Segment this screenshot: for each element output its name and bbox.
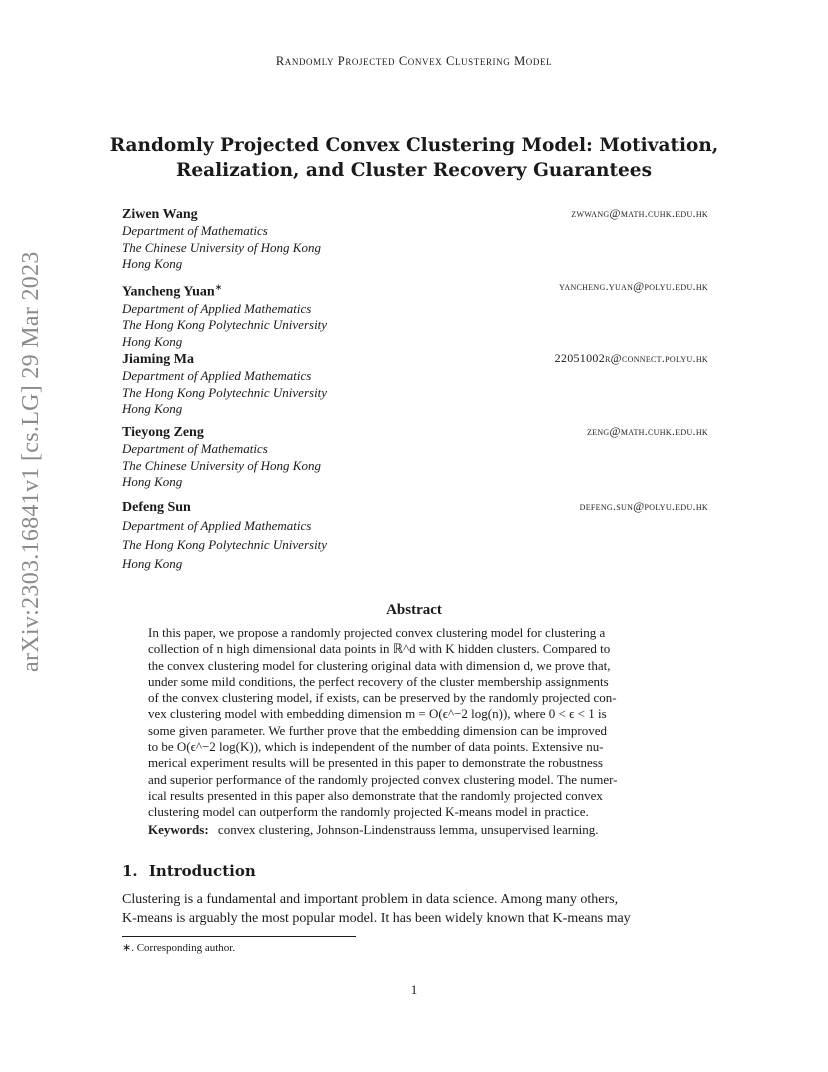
author-email: 22051002r@connect.polyu.hk [554,351,708,365]
author-department: Department of Applied Mathematics [122,368,312,383]
section-number: 1. [122,862,138,880]
author-email: zwwang@math.cuhk.edu.hk [571,206,708,220]
abstract-body [148,625,680,821]
author-university: The Hong Kong Polytechnic University [122,537,328,552]
abstract-line: merical experiment results will be presented in this paper to demonstrate the robustness [148,755,603,771]
author-location: Hong Kong [122,474,183,489]
author-location: Hong Kong [122,333,183,349]
author-block-3 [122,351,708,418]
author-name-text: Yancheng Yuan [122,284,215,300]
author-university: The Hong Kong Polytechnic University [122,384,328,400]
title-line-2: Realization, and Cluster Recovery Guarantees [176,160,652,181]
abstract-heading: Abstract [386,602,442,618]
abstract-line: and superior performance of the randomly projected convex clustering model. The numer- [148,771,618,787]
author-block-5 [122,499,708,573]
abstract-line: vex clustering model with embedding dimension m = O(ϵ^−2 log(n)), where 0 < ϵ < 1 is [148,706,607,722]
abstract-line: collection of n high dimensional data points in ℝ^d with K hidden clusters. Compared to [148,641,611,657]
page-number: 1 [410,982,418,997]
running-head: Randomly Projected Convex Clustering Model [275,54,553,68]
footnote-rule [122,936,356,937]
abstract-line: ical results presented in this paper also demonstrate that the randomly projected convex [148,787,603,803]
author-name: Tieyong Zeng [122,425,204,440]
author-location: Hong Kong [122,401,183,416]
keywords-line [148,822,680,838]
intro-paragraph [122,891,708,928]
abstract-line: the convex clustering model for clustering original data with dimension d, we prove that, [148,657,611,673]
abstract-line: of the convex clustering model, if exists, can be preserved by the randomly projected con- [148,690,617,706]
author-block-2 [122,279,708,350]
author-location: Hong Kong [122,556,183,571]
abstract-line: under some mild conditions, the perfect recovery of the cluster membership assignments [148,673,609,689]
author-block-4 [122,424,708,491]
intro-line: Clustering is a fundamental and important problem in data science. Among many others, [122,892,619,907]
paper-title [100,133,728,183]
author-email: defeng.sun@polyu.edu.hk [579,499,708,513]
author-email: yancheng.yuan@polyu.edu.hk [559,279,708,293]
abstract-line: In this paper, we propose a randomly projected convex clustering model for clustering a [148,625,606,640]
author-department: Department of Applied Mathematics [122,518,312,533]
section-heading [122,862,256,880]
author-university: The Chinese University of Hong Kong [122,457,321,473]
author-university: The Hong Kong Polytechnic University [122,317,328,333]
keywords-list: convex clustering, Johnson-Lindenstrauss lemma, unsupervised learning. [217,822,599,837]
author-department: Department of Applied Mathematics [122,300,312,316]
section-title: Introduction [148,862,256,880]
author-location: Hong Kong [122,256,183,271]
author-name: Jiaming Ma [122,352,194,367]
author-department: Department of Mathematics [122,223,268,238]
corresponding-mark: ∗ [214,282,223,292]
footnote: ∗. Corresponding author. [122,942,236,954]
abstract-line: to be O(ϵ^−2 log(K)), which is independent of the number of data points. Extensive nu- [148,739,604,755]
author-university: The Chinese University of Hong Kong [122,239,321,255]
arxiv-stamp: arXiv:2303.16841v1 [cs.LG] 29 Mar 2023 [18,251,44,672]
title-line-1: Randomly Projected Convex Clustering Model: Motivation, [109,135,719,156]
keywords-label: Keywords: [148,822,209,837]
intro-line: K-means is arguably the most popular model. It has been widely known that K-means may [122,910,631,926]
author-name: Ziwen Wang [122,207,198,222]
abstract-line: some given parameter. We further prove that the embedding dimension can be improved [148,722,607,738]
author-name: Defeng Sun [122,500,191,515]
author-department: Department of Mathematics [122,441,268,456]
author-email: zeng@math.cuhk.edu.hk [586,424,708,438]
author-block-1 [122,206,708,273]
abstract-line: clustering model can outperform the randomly projected K-means model in practice. [148,804,589,820]
